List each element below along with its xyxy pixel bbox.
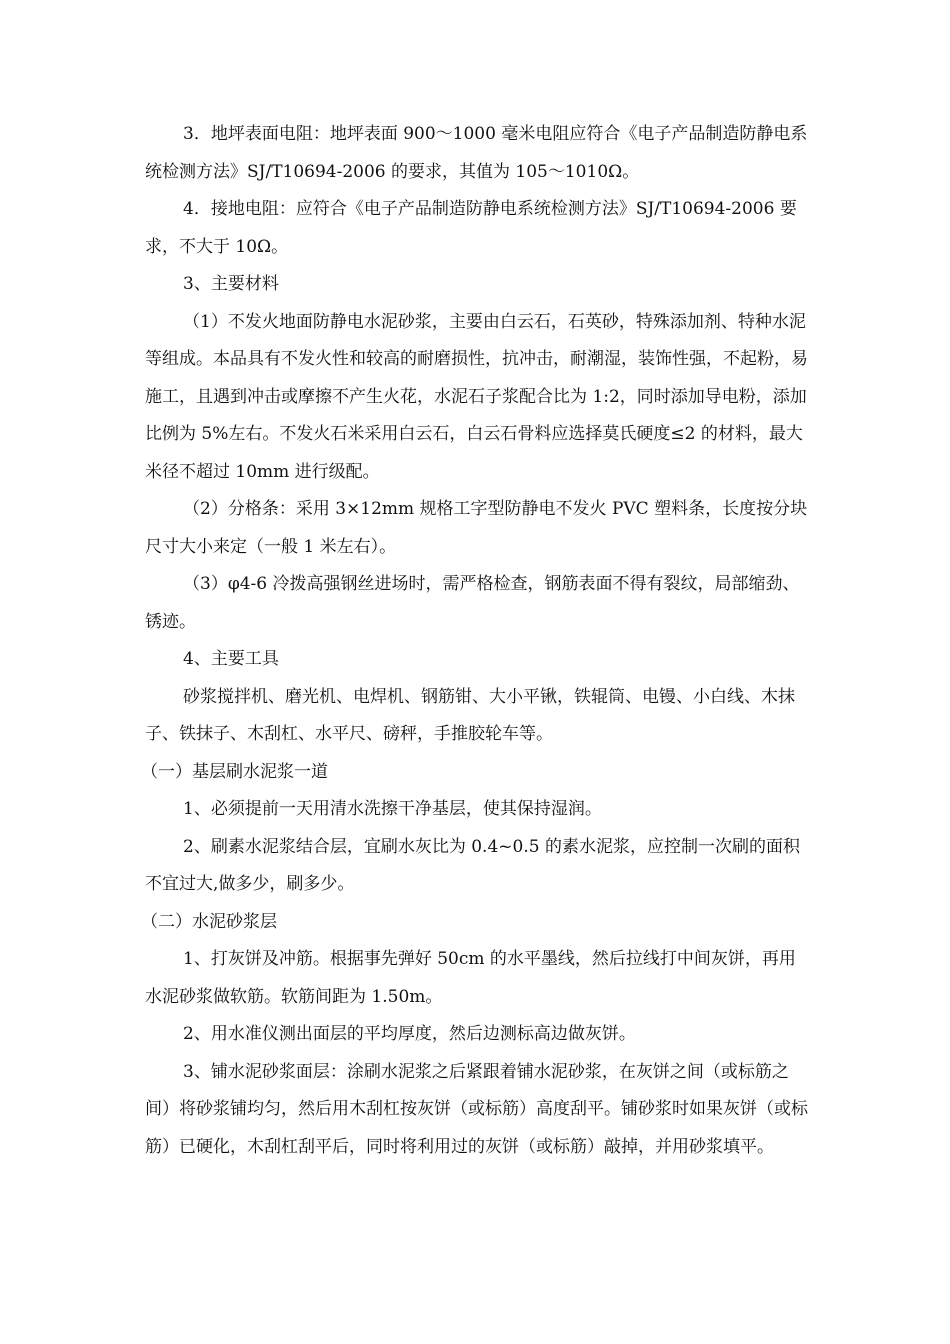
paragraph-mortar-step-1: 1、打灰饼及冲筋。根据事先弹好 50cm 的水平墨线，然后拉线打中间灰饼，再用水泥砂浆做软筋。软筋间距为 1.50m。 <box>145 949 796 1007</box>
document-page <box>141 116 811 1166</box>
paragraph-material-3: （3）φ4-6 冷拨高强钢丝进场时，需严格检查，钢筋表面不得有裂纹，局部缩劲、锈迹。 <box>145 574 800 632</box>
paragraph-base-step-1: 1、必须提前一天用清水洗擦干净基层，使其保持湿润。 <box>183 799 602 819</box>
paragraph-material-1: （1）不发火地面防静电水泥砂浆，主要由白云石，石英砂，特殊添加剂、特种水泥等组成。本品具有不发火性和较高的耐磨损性，抗冲击，耐潮湿，装饰性强，不起粉，易施工，且遇到冲击或摩擦不产生火花，水泥石子浆配合比为 1:2，同时添加导电粉，添加比例为 5%左右。不发火石米采用白云石，白云石骨料应选择莫氏硬度≤2 的材料，最大米径不超过 10mm 进行级配。 <box>145 311 808 482</box>
paragraph-base-step-2: 2、刷素水泥浆结合层，宜刷水灰比为 0.4~0.5 的素水泥浆，应控制一次刷的面积不宜过大,做多少，刷多少。 <box>145 836 800 894</box>
heading-section-one: （一）基层刷水泥浆一道 <box>141 761 328 782</box>
heading-section-two: （二）水泥砂浆层 <box>141 911 277 932</box>
paragraph-surface-resistance: 3．地坪表面电阻：地坪表面 900～1000 毫米电阻应符合《电子产品制造防静电系统检测方法》SJ/T10694-2006 的要求，其值为 105～1010Ω。 <box>145 124 808 182</box>
heading-main-tools: 4、主要工具 <box>183 649 279 669</box>
heading-main-materials: 3、主要材料 <box>183 274 279 294</box>
paragraph-material-2: （2）分格条：采用 3×12mm 规格工字型防静电不发火 PVC 塑料条，长度按分块尺寸大小来定（一般 1 米左右）。 <box>145 499 808 557</box>
paragraph-tools-list: 砂浆搅拌机、磨光机、电焊机、钢筋钳、大小平锹，铁辊筒、电镘、小白线、木抹子、铁抹子、木刮杠、水平尺、磅秤，手推胶轮车等。 <box>145 686 795 744</box>
paragraph-mortar-step-3: 3、铺水泥砂浆面层：涂刷水泥浆之后紧跟着铺水泥砂浆，在灰饼之间（或标筋之间）将砂浆铺均匀，然后用木刮杠按灰饼（或标筋）高度刮平。铺砂浆时如果灰饼（或标筋）已硬化，木刮杠刮平后，同时将利用过的灰饼（或标筋）敲掉，并用砂浆填平。 <box>145 1061 808 1157</box>
paragraph-mortar-step-2: 2、用水准仪测出面层的平均厚度，然后边测标高边做灰饼。 <box>183 1024 636 1044</box>
paragraph-ground-resistance: 4．接地电阻：应符合《电子产品制造防静电系统检测方法》SJ/T10694-2006 要求，不大于 10Ω。 <box>145 199 797 257</box>
